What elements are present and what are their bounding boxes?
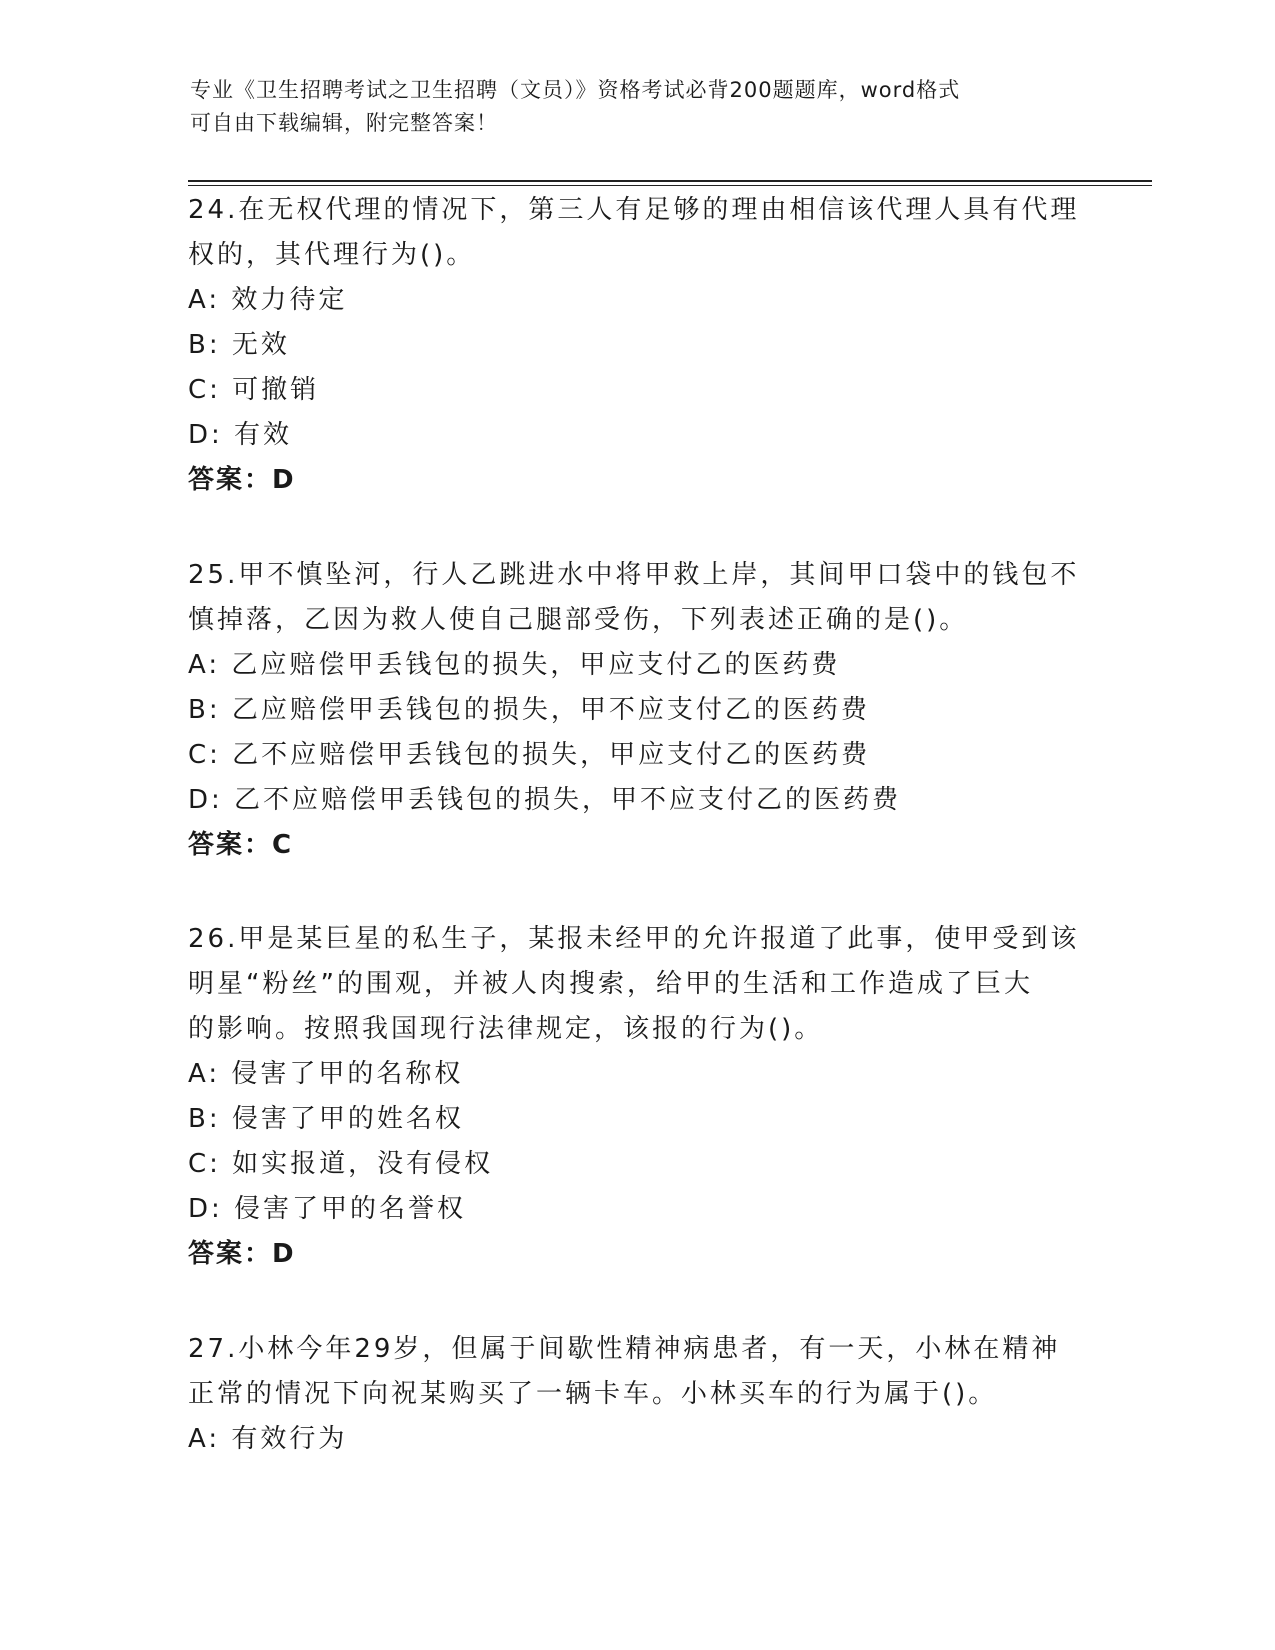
option-a: A: 乙应赔偿甲丢钱包的损失，甲应支付乙的医药费 <box>188 650 841 680</box>
question-26 <box>188 917 1088 1277</box>
answer: 答案：D <box>188 465 296 495</box>
stem-line: 27.小林今年29岁，但属于间歇性精神病患者，有一天，小林在精神 <box>188 1334 1061 1364</box>
option-a: A: 有效行为 <box>188 1424 348 1454</box>
question-24 <box>188 188 1088 503</box>
question-25 <box>188 553 1088 868</box>
stem-line: 正常的情况下向祝某购买了一辆卡车。小林买车的行为属于()。 <box>188 1379 998 1409</box>
option-c: C: 可撤销 <box>188 375 320 405</box>
answer: 答案：C <box>188 830 294 860</box>
document-header <box>190 74 1090 140</box>
option-c: C: 乙不应赔偿甲丢钱包的损失，甲应支付乙的医药费 <box>188 740 871 770</box>
option-d: D: 侵害了甲的名誉权 <box>188 1194 467 1224</box>
stem-line: 24.在无权代理的情况下，第三人有足够的理由相信该代理人具有代理 <box>188 195 1080 225</box>
stem-line: 26.甲是某巨星的私生子，某报未经甲的允许报道了此事，使甲受到该 <box>188 924 1080 954</box>
option-d: D: 有效 <box>188 420 293 450</box>
question-27 <box>188 1327 1088 1462</box>
header-divider-thin <box>188 185 1152 186</box>
question-stem <box>188 188 1088 278</box>
header-line-1: 专业《卫生招聘考试之卫生招聘（文员）》资格考试必背200题题库，word格式 <box>190 78 961 102</box>
stem-line: 慎掉落，乙因为救人使自己腿部受伤，下列表述正确的是()。 <box>188 605 969 635</box>
header-divider <box>188 180 1152 182</box>
option-b: B: 侵害了甲的姓名权 <box>188 1104 464 1134</box>
question-stem <box>188 917 1088 1052</box>
stem-line: 25.甲不慎坠河，行人乙跳进水中将甲救上岸，其间甲口袋中的钱包不 <box>188 560 1080 590</box>
stem-line: 权的，其代理行为()。 <box>188 240 476 270</box>
option-b: B: 无效 <box>188 330 290 360</box>
stem-line: 明星“粉丝”的围观，并被人肉搜索，给甲的生活和工作造成了巨大 <box>188 969 1033 999</box>
header-line-2: 可自由下载编辑，附完整答案！ <box>190 111 498 135</box>
question-stem <box>188 1327 1088 1417</box>
option-d: D: 乙不应赔偿甲丢钱包的损失，甲不应支付乙的医药费 <box>188 785 902 815</box>
answer: 答案：D <box>188 1239 296 1269</box>
option-b: B: 乙应赔偿甲丢钱包的损失，甲不应支付乙的医药费 <box>188 695 870 725</box>
option-a: A: 效力待定 <box>188 285 348 315</box>
option-a: A: 侵害了甲的名称权 <box>188 1059 464 1089</box>
stem-line: 的影响。按照我国现行法律规定，该报的行为()。 <box>188 1014 824 1044</box>
question-stem <box>188 553 1088 643</box>
option-c: C: 如实报道，没有侵权 <box>188 1149 494 1179</box>
